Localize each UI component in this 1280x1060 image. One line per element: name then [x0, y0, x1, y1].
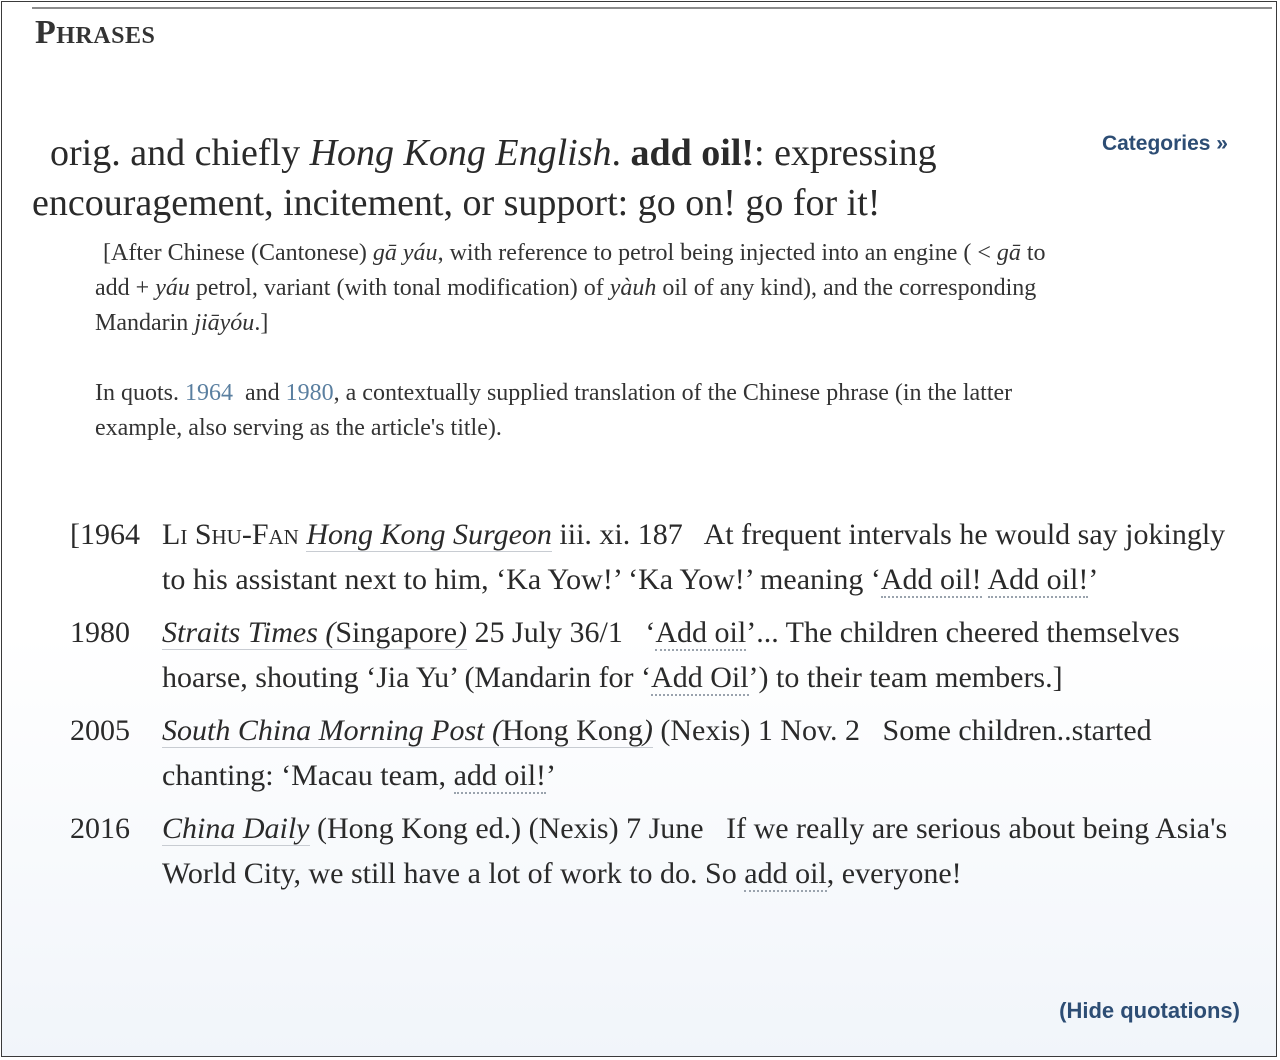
- etym-term: yàuh: [609, 275, 657, 301]
- highlighted-term[interactable]: add oil!: [453, 759, 547, 792]
- quotation-2016: [70, 806, 1250, 896]
- usage-note: [95, 376, 1055, 446]
- top-divider: [32, 7, 1272, 9]
- sense-definition: [32, 128, 1052, 228]
- quotation-link-1964[interactable]: 1964: [185, 380, 233, 406]
- etym-text: petrol, variant (with tonal modification) of: [189, 275, 610, 301]
- etymology: [95, 236, 1055, 341]
- note-text: , a contextually supplied translation of the Chinese phrase (in the latter example, also serving as the article's title).: [95, 380, 1013, 441]
- highlighted-term[interactable]: Add oil!: [987, 563, 1089, 596]
- etym-text: to add +: [95, 240, 1046, 301]
- quotation-2005: [70, 708, 1250, 798]
- hide-quotations-link[interactable]: (Hide quotations): [1059, 998, 1240, 1023]
- quotation-source[interactable]: China Daily: [162, 812, 310, 845]
- sense-prefix: orig. and chiefly: [50, 132, 310, 174]
- categories-link[interactable]: Categories »: [1101, 132, 1228, 155]
- quotation-author: Li Shu-Fan: [162, 518, 299, 551]
- quotation-text: ’... The children cheered themselves hoarse, shouting ‘Jia Yu’ (Mandarin for ‘: [162, 616, 1180, 694]
- etym-text: oil of any kind), and the corresponding Mandarin: [95, 275, 1037, 336]
- region-label: Hong Kong English: [309, 132, 612, 174]
- etym-text: , with reference to petrol being injected into an engine ( <: [437, 240, 997, 266]
- quotation-ref: 25 July 36/1 ‘: [467, 616, 656, 649]
- quotation-year: 2016: [70, 812, 130, 845]
- source-paren: ): [457, 616, 468, 649]
- definition-text: : expressing encouragement, incitement, or support: go on! go for it!: [32, 132, 937, 224]
- quotation-text: ’: [546, 759, 557, 792]
- highlighted-term[interactable]: Add Oil: [651, 661, 749, 694]
- quotation-year: [1964: [70, 518, 140, 551]
- highlighted-term[interactable]: Add oil!: [880, 563, 982, 596]
- quotation-text: Some children..started chanting: ‘Macau team,: [162, 714, 1152, 792]
- section-heading: Phrases: [35, 14, 156, 51]
- quotation-1964: [70, 512, 1250, 602]
- source-place: Hong Kong: [502, 714, 643, 747]
- highlighted-term[interactable]: Add oil: [655, 616, 747, 649]
- quotation-source[interactable]: [162, 714, 653, 748]
- quotation-source[interactable]: [162, 616, 467, 650]
- entry-panel: [1, 1, 1277, 1057]
- etym-term: gā yáu: [372, 240, 438, 266]
- sense-dot: .: [611, 132, 631, 174]
- quotations-list: [70, 512, 1250, 904]
- quotation-1980: [70, 610, 1250, 700]
- quotation-ref: (Hong Kong ed.) (Nexis) 7 June: [309, 812, 727, 845]
- etym-text: [After Chinese (Cantonese): [103, 240, 373, 266]
- source-title: Straits Times (: [162, 616, 336, 649]
- note-text: and: [233, 380, 286, 406]
- etym-text: .]: [254, 310, 269, 336]
- etym-term: jiāyóu: [194, 310, 255, 336]
- highlighted-term[interactable]: add oil: [744, 857, 827, 890]
- source-paren: ): [642, 714, 653, 747]
- quotation-text: ’: [1088, 563, 1099, 596]
- lemma: add oil!: [630, 132, 755, 174]
- etym-term: gā: [996, 240, 1021, 266]
- quotation-year: 1980: [70, 616, 130, 649]
- quotation-year: 2005: [70, 714, 130, 747]
- source-place: Singapore: [335, 616, 458, 649]
- quotation-ref: (Nexis) 1 Nov. 2: [652, 714, 883, 747]
- quotation-text: If we really are serious about being Asia's World City, we still have a lot of work to do. So: [162, 812, 1228, 890]
- note-text: In quots.: [95, 380, 185, 406]
- quotation-link-1980[interactable]: 1980: [285, 380, 334, 406]
- etym-term: yáu: [155, 275, 190, 301]
- quotation-source[interactable]: Hong Kong Surgeon: [306, 518, 552, 551]
- quotation-text: [982, 563, 988, 596]
- source-title: South China Morning Post (: [162, 714, 503, 747]
- quotation-ref: iii. xi. 187: [551, 518, 704, 551]
- quotation-text: At frequent intervals he would say jokingly to his assistant next to him, ‘Ka Yow!’ ‘Ka Yow!’ meaning ‘: [162, 518, 1226, 596]
- quotation-text: ’) to their team members.]: [748, 661, 1063, 694]
- quotation-text: , everyone!: [826, 857, 962, 890]
